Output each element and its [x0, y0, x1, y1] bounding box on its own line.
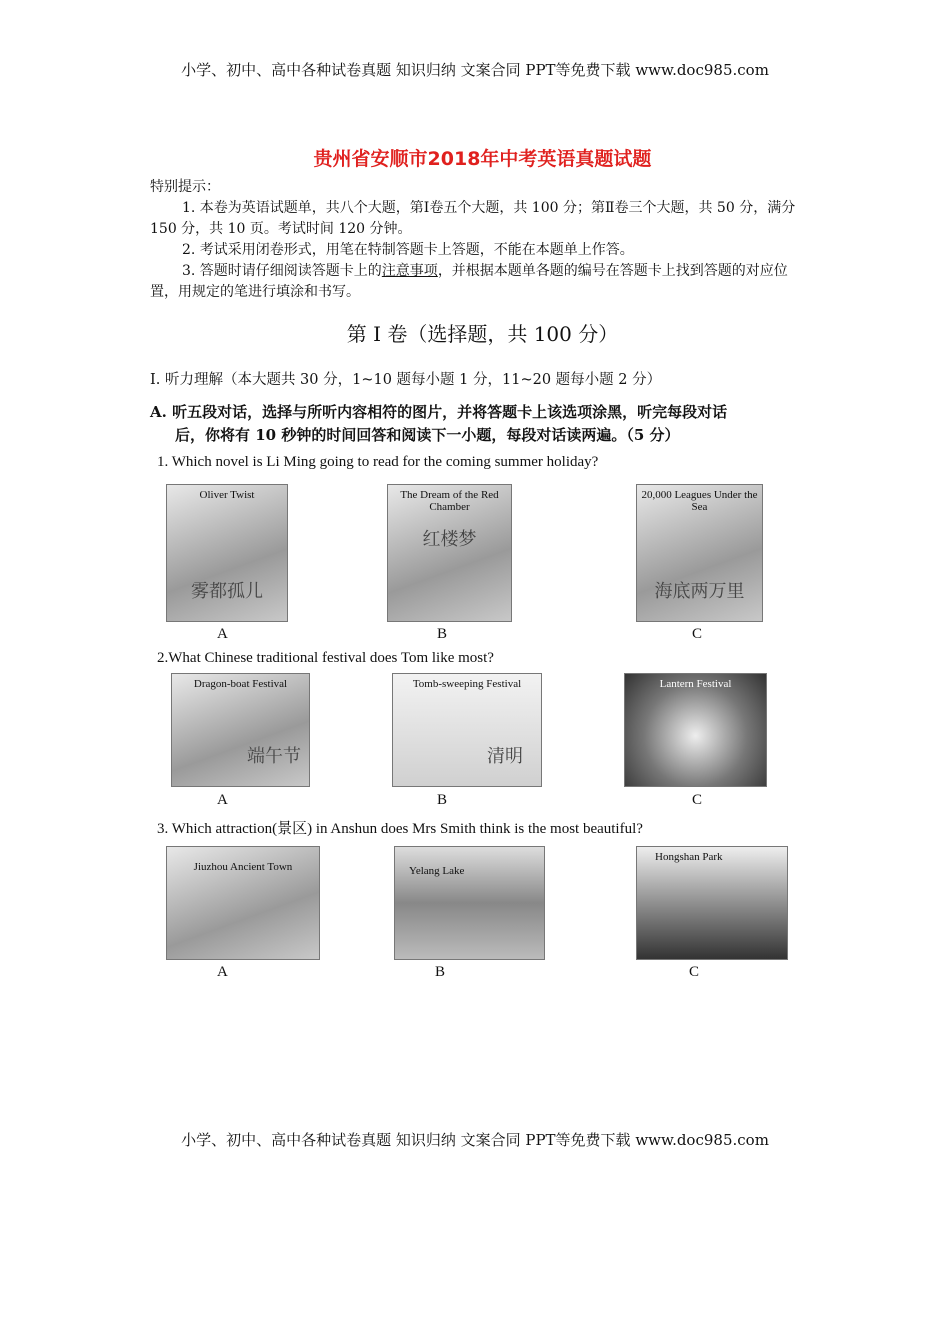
image-caption: Dragon-boat Festival: [193, 678, 288, 690]
option-label: A: [217, 626, 228, 642]
option-label: B: [437, 792, 448, 808]
image-art-text: 清明: [487, 746, 523, 767]
option-label: C: [692, 792, 703, 808]
option-image-q1-a[interactable]: [166, 484, 288, 622]
option-label: C: [689, 964, 700, 980]
question-2: 2.What Chinese traditional festival does Tom like most?: [157, 650, 494, 666]
section-title: 第 Ⅰ 卷（选择题，共 100 分）: [346, 322, 619, 346]
option-image-q2-a[interactable]: [171, 673, 310, 787]
option-image-q3-a[interactable]: [166, 846, 320, 960]
notice-text: 3. 答题时请仔细阅读答题卡上的: [182, 263, 382, 279]
option-label: B: [437, 626, 448, 642]
option-label: B: [435, 964, 446, 980]
page-header: 小学、初中、高中各种试卷真题 知识归纳 文案合同 PPT等免费下载 www.doc985.com: [181, 61, 769, 79]
notice-underlined: 注意事项: [381, 263, 438, 279]
notice-item-3: [150, 261, 800, 303]
option-image-q1-b[interactable]: [387, 484, 512, 622]
image-art-text: 端午节: [247, 746, 301, 767]
notice-item-1: 1. 本卷为英语试题单，共八个大题，第Ⅰ卷五个大题，共 100 分；第Ⅱ卷三个大题，共 50 分，满分 150 分，共 10 页。考试时间 120 分钟。: [150, 200, 796, 237]
image-art-text: 红楼梦: [422, 529, 477, 550]
image-caption: Oliver Twist: [199, 489, 255, 501]
part-heading: Ⅰ. 听力理解（本大题共 30 分，1~10 题每小题 1 分，11~20 题每小题 2 分）: [150, 372, 662, 388]
image-art-text: 雾都孤儿: [191, 581, 263, 602]
option-label: A: [217, 964, 228, 980]
part-a-instructions-cont: 后，你将有 10 秒钟的时间回答和阅读下一小题，每段对话读两遍。（5 分）: [175, 426, 680, 444]
question-1: 1. Which novel is Li Ming going to read for the coming summer holiday?: [157, 454, 599, 470]
option-label: C: [692, 626, 703, 642]
image-caption: Jiuzhou Ancient Town: [193, 861, 293, 873]
page-footer: 小学、初中、高中各种试卷真题 知识归纳 文案合同 PPT等免费下载 www.doc985.com: [181, 1131, 769, 1149]
question-3: 3. Which attraction(景区) in Anshun does Mrs Smith think is the most beautiful?: [157, 821, 643, 837]
image-caption: 20,000 Leagues Under the Sea: [641, 489, 758, 513]
option-image-q1-c[interactable]: [636, 484, 763, 622]
notice-text: ，并根据本题单各题的编号在答题卡上找到答题的对应位置，用规定的笔进行填涂和书写。: [150, 263, 788, 300]
notice-heading: 特别提示：: [150, 179, 220, 195]
document-title: 贵州省安顺市2018年中考英语真题试题: [313, 148, 652, 170]
image-caption: Yelang Lake: [409, 865, 465, 877]
part-a-instructions: A. 听五段对话，选择与所听内容相符的图片，并将答题卡上该选项涂黑，听完每段对话: [150, 403, 728, 421]
image-caption: Lantern Festival: [659, 678, 732, 690]
image-caption: The Dream of the Red Chamber: [400, 489, 499, 513]
option-image-q3-b[interactable]: [394, 846, 545, 960]
image-caption: Hongshan Park: [655, 851, 723, 863]
option-image-q2-c[interactable]: [624, 673, 767, 787]
image-art-text: 海底两万里: [654, 581, 745, 602]
image-caption: Tomb-sweeping Festival: [412, 678, 522, 690]
option-image-q3-c[interactable]: [636, 846, 788, 960]
option-label: A: [217, 792, 228, 808]
option-image-q2-b[interactable]: [392, 673, 542, 787]
notice-item-2: 2. 考试采用闭卷形式，用笔在特制答题卡上答题，不能在本题单上作答。: [182, 242, 634, 258]
